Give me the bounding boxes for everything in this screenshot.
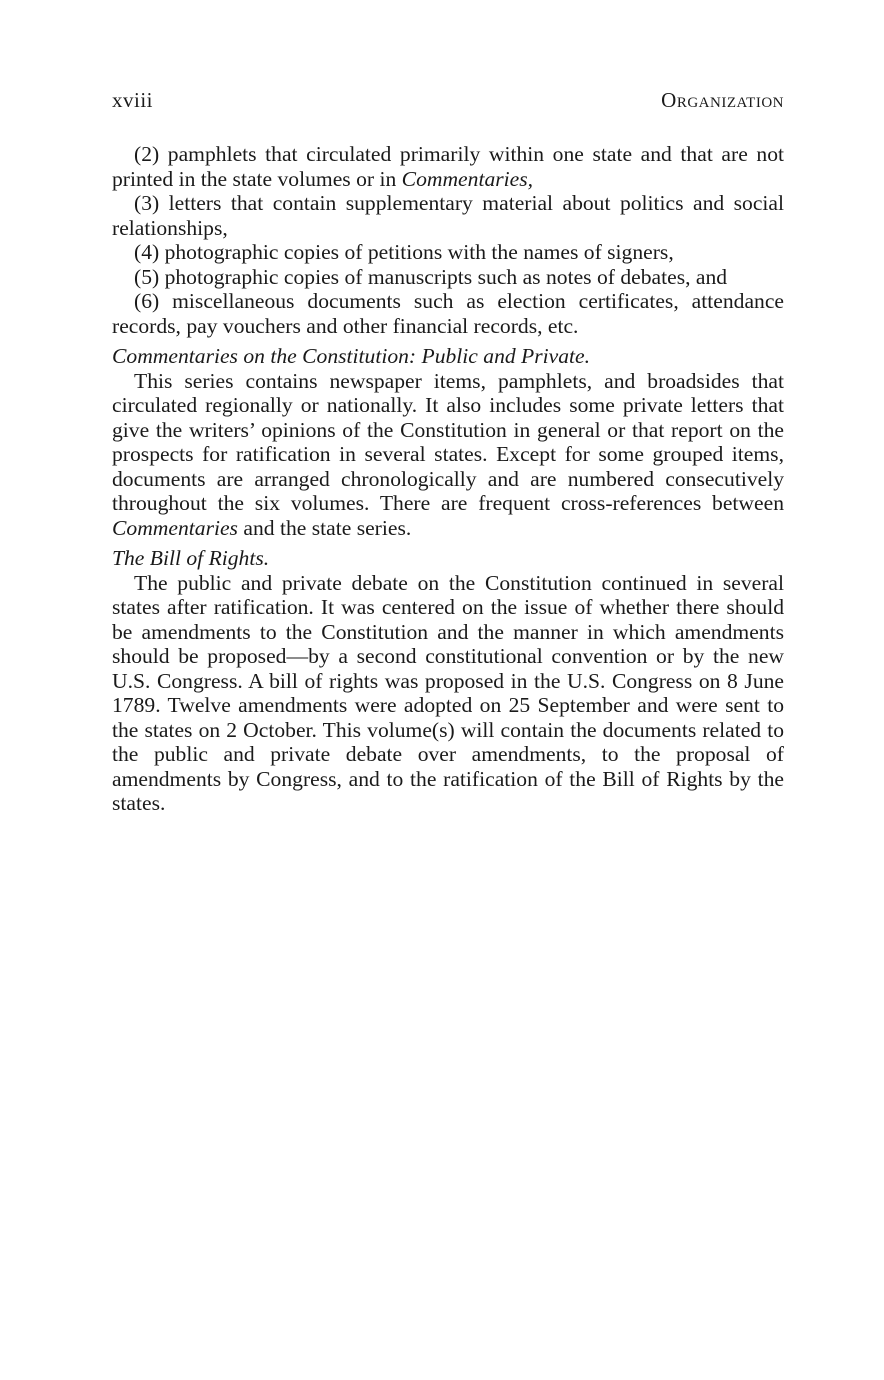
- list-item: (3) letters that contain supplementary material about politics and social relationships,: [112, 191, 784, 240]
- list-item: (2) pamphlets that circulated primarily within one state and that are not printed in the state volumes or in Commentaries,: [112, 142, 784, 191]
- commentaries-heading: Commentaries on the Constitution: Public and Private.: [112, 344, 591, 368]
- bill-of-rights-heading: The Bill of Rights.: [112, 546, 270, 570]
- page-number: xviii: [112, 88, 154, 112]
- list-item: (4) photographic copies of petitions with the names of signers,: [134, 240, 674, 264]
- italic-title: Commentaries,: [401, 166, 534, 191]
- bill-of-rights-paragraph: The public and private debate on the Constitution continued in several states after ratification. It was centered on the issue of whether there should be amendments to the Constitution and the manner in which amendments should be proposed—by a second constitutional convention or by the new U.S. Congress. A bill of rights was proposed in the U.S. Congress on 8 June 1789. Twelve amendments were adopted on 25 September and were sent to the states on 2 October. This volume(s) will contain the documents related to the public and private debate over amendments, to the proposal of amendments by Congress, and to the ratification of the Bill of Rights by the states.: [112, 570, 784, 815]
- body-text: [112, 142, 784, 816]
- section-title: Organization: [661, 88, 784, 112]
- page-content: [112, 88, 784, 816]
- list-item: (5) photographic copies of manuscripts such as notes of debates, and: [134, 264, 728, 289]
- list-item: (6) miscellaneous documents such as election certificates, attendance records, pay vouchers and other financial records, etc.: [112, 289, 784, 338]
- running-head: [112, 88, 784, 124]
- commentaries-paragraph: This series contains newspaper items, pamphlets, and broadsides that circulated regionally or nationally. It also includes some private letters that give the writers’ opinions of the Constitution in general or that report on the prospects for ratification in several states. Except for some grouped items, documents are arranged chronologically and are numbered consecutively throughout the six volumes. There are frequent cross-references between Commentaries and the state series.: [112, 368, 784, 540]
- italic-title: Commentaries: [112, 515, 238, 540]
